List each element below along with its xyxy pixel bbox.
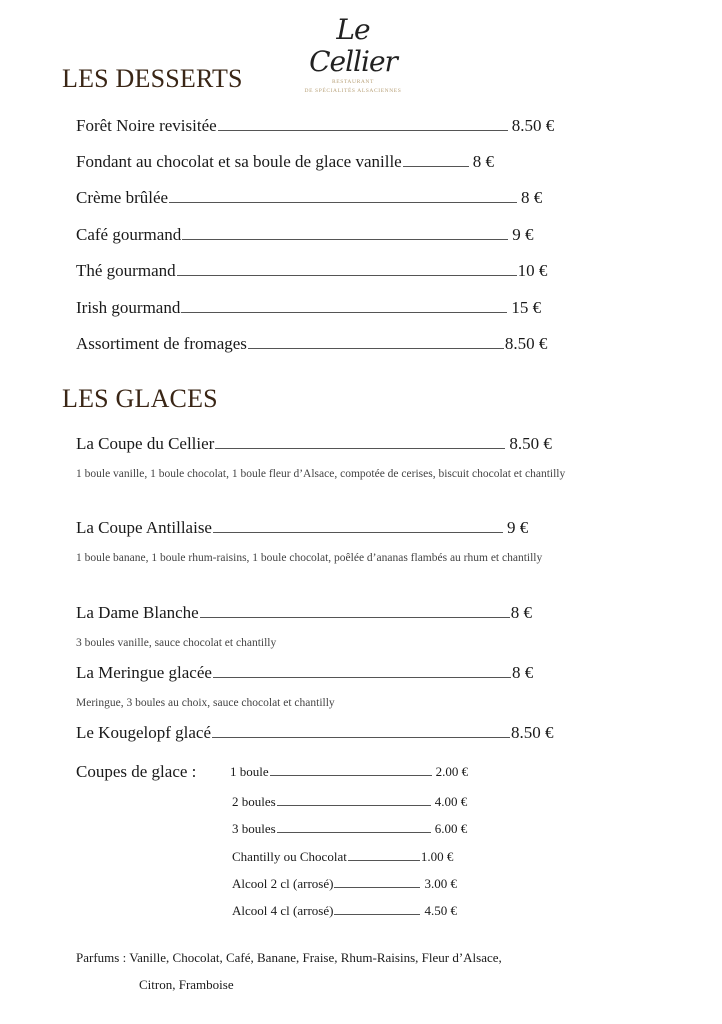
item-price: 8 € <box>521 188 543 207</box>
menu-item <box>76 723 554 743</box>
coupe-name: 1 boule <box>230 764 269 779</box>
leader-line <box>215 448 505 449</box>
leader-line <box>213 532 503 533</box>
leader-line <box>248 348 504 349</box>
logo-line1: RESTAURANT <box>332 79 374 85</box>
item-name: La Meringue glacée <box>76 663 212 682</box>
coupe-item <box>232 849 453 865</box>
item-description: 3 boules vanille, sauce chocolat et chantilly <box>76 637 277 649</box>
item-price: 15 € <box>511 298 542 317</box>
item-name: Thé gourmand <box>76 261 176 280</box>
item-name: La Dame Blanche <box>76 603 199 622</box>
menu-item <box>76 434 552 454</box>
coupe-item <box>232 903 457 919</box>
item-name: Café gourmand <box>76 225 182 244</box>
item-description: 1 boule banane, 1 boule rhum-raisins, 1 boule chocolat, poêlée d’ananas flambés au rhum et chantilly <box>76 552 543 564</box>
leader-line <box>181 312 507 313</box>
leader-line <box>177 275 517 276</box>
coupe-name: 2 boules <box>232 794 276 809</box>
leader-line <box>212 737 510 738</box>
coupe-item <box>232 821 467 837</box>
coupe-price: 4.00 € <box>434 794 468 809</box>
leader-line <box>334 887 420 888</box>
section-title-glaces: LES GLACES <box>62 384 218 413</box>
item-price: 8.50 € <box>509 434 552 453</box>
item-name: Fondant au chocolat et sa boule de glace vanille <box>76 152 402 171</box>
item-name: Le Kougelopf glacé <box>76 723 211 742</box>
menu-item <box>76 663 533 683</box>
leader-line <box>348 860 420 861</box>
leader-line <box>182 239 508 240</box>
coupe-name: Alcool 2 cl (arrosé) <box>232 876 334 891</box>
leader-line <box>334 914 420 915</box>
leader-line <box>277 832 431 833</box>
item-price: 8 € <box>510 603 532 622</box>
leader-line <box>169 202 517 203</box>
leader-line <box>270 775 432 776</box>
parfums-list <box>76 944 502 998</box>
item-price: 8 € <box>472 152 494 171</box>
menu-item <box>76 152 494 172</box>
coupe-name: Alcool 4 cl (arrosé) <box>232 903 334 918</box>
item-description: Meringue, 3 boules au choix, sauce chocolat et chantilly <box>76 697 335 709</box>
leader-line <box>213 677 511 678</box>
menu-item <box>76 225 534 245</box>
item-price: 8.50 € <box>511 723 554 742</box>
item-name: Assortiment de fromages <box>76 334 247 353</box>
coupe-name: Chantilly ou Chocolat <box>232 849 347 864</box>
coupe-price: 6.00 € <box>434 821 468 836</box>
coupe-item <box>232 794 467 810</box>
item-price: 8.50 € <box>511 116 555 135</box>
parfums-line2: Citron, Framboise <box>139 977 234 992</box>
item-price: 10 € <box>517 261 548 280</box>
section-title-desserts: LES DESSERTS <box>62 64 243 93</box>
menu-item <box>76 518 528 538</box>
leader-line <box>277 805 431 806</box>
item-name: Irish gourmand <box>76 298 181 317</box>
item-description: 1 boule vanille, 1 boule chocolat, 1 boule fleur d’Alsace, compotée de cerises, biscuit chocolat et chantilly <box>76 468 566 480</box>
logo-script: Le Cellier <box>309 13 397 78</box>
item-price: 8 € <box>511 663 534 682</box>
parfums-line1: Parfums : Vanille, Chocolat, Café, Banane, Fraise, Rhum-Raisins, Fleur d’Alsace, <box>76 950 502 965</box>
coupe-item <box>230 764 468 780</box>
item-price: 8.50 € <box>504 334 548 353</box>
item-name: Crème brûlée <box>76 188 169 207</box>
item-name: La Coupe Antillaise <box>76 518 212 537</box>
menu-item <box>76 116 554 136</box>
item-name: La Coupe du Cellier <box>76 434 215 453</box>
coupe-price: 4.50 € <box>424 903 457 918</box>
menu-item <box>76 334 547 354</box>
restaurant-logo <box>298 14 408 96</box>
menu-item <box>76 261 547 281</box>
coupe-name: 3 boules <box>232 821 276 836</box>
leader-line <box>218 130 508 131</box>
menu-item <box>76 603 532 623</box>
leader-line <box>200 617 510 618</box>
menu-item <box>76 188 542 208</box>
logo-line2: DE SPÉCIALITÉS ALSACIENNES <box>304 88 402 94</box>
coupe-price: 2.00 € <box>435 764 469 779</box>
coupes-label: Coupes de glace : <box>76 762 197 781</box>
leader-line <box>403 166 469 167</box>
coupe-price: 3.00 € <box>424 876 457 891</box>
item-price: 9 € <box>512 225 534 244</box>
item-name: Forêt Noire revisitée <box>76 116 217 135</box>
coupe-price: 1.00 € <box>420 849 454 864</box>
menu-item <box>76 298 541 318</box>
coupe-item <box>232 876 457 892</box>
item-price: 9 € <box>506 518 529 537</box>
